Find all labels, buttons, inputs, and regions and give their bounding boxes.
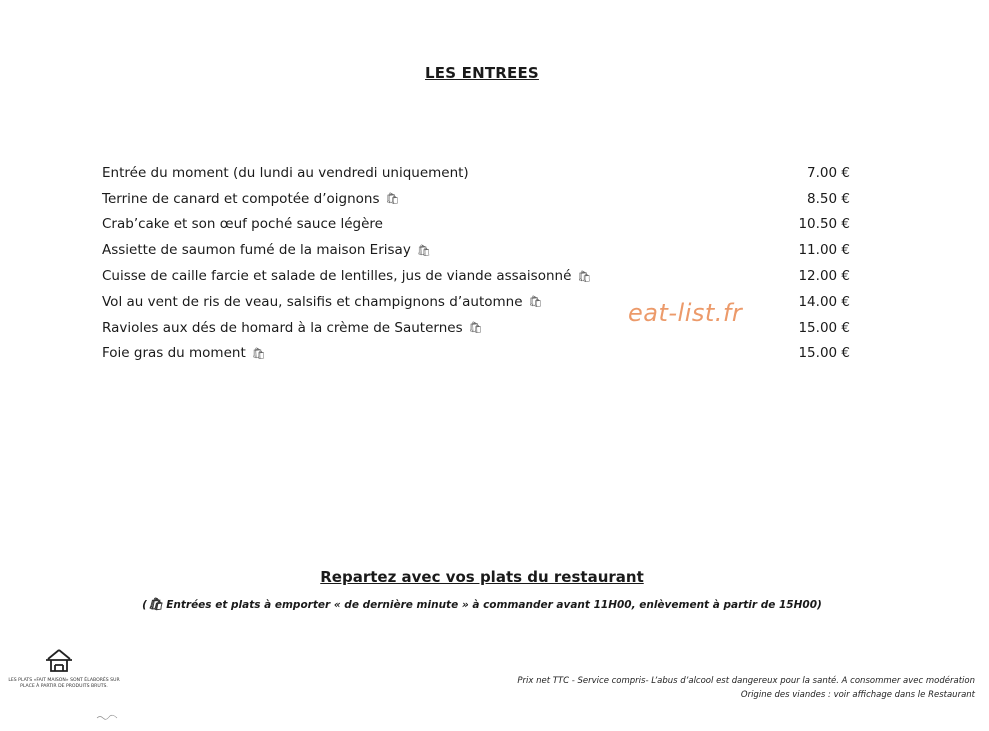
takeaway-bag-icon: 🛍 — [251, 346, 266, 360]
menu-item-price: 11.00 € — [798, 242, 850, 259]
footer-origin-note: Origine des viandes : voir affichage dans le Restaurant — [740, 690, 975, 700]
menu-item-name-wrap — [102, 165, 469, 181]
menu-item-name-wrap — [102, 242, 431, 258]
menu-item-name: Crab’cake et son œuf poché sauce légère — [102, 216, 383, 233]
footer-pricing-note: Prix net TTC - Service compris- L’abus d’alcool est dangereux pour la santé. A consommer avec modération — [517, 676, 975, 686]
takeaway-bag-icon: 🛍 — [577, 269, 592, 283]
menu-item-name: Vol au vent de ris de veau, salsifis et champignons d’automne — [102, 293, 523, 310]
logo-text: LES PLATS «FAIT MAISON» SONT ÉLABORÉS SUR PLACE À PARTIR DE PRODUITS BRUTS. — [8, 678, 120, 689]
takeaway-bag-icon: 🛍 — [147, 597, 164, 611]
takeaway-bag-icon: 🛍 — [416, 243, 431, 257]
menu-list — [102, 160, 850, 366]
page-title: LES ENTREES — [425, 64, 539, 82]
menu-item-name: Assiette de saumon fumé de la maison Erisay — [102, 242, 411, 259]
menu-item-price: 14.00 € — [798, 293, 850, 310]
menu-item-name: Terrine de canard et compotée d’oignons — [102, 190, 380, 207]
menu-item-price: 10.50 € — [798, 216, 850, 233]
menu-item-name: Entrée du moment (du lundi au vendredi uniquement) — [102, 164, 469, 181]
menu-item-price: 15.00 € — [798, 345, 850, 362]
menu-item — [102, 237, 850, 263]
menu-item — [102, 186, 850, 212]
menu-item-name-wrap — [102, 294, 542, 310]
menu-item-name-wrap — [102, 320, 483, 336]
takeaway-bag-icon: 🛍 — [528, 295, 543, 309]
menu-item-name: Ravioles aux dés de homard à la crème de Sauternes — [102, 319, 463, 336]
section-note — [0, 598, 964, 611]
menu-item-name-wrap — [102, 216, 383, 232]
menu-item-name: Foie gras du moment — [102, 345, 246, 362]
menu-item-price: 15.00 € — [798, 319, 850, 336]
takeaway-bag-icon: 🛍 — [468, 321, 483, 335]
menu-item — [102, 160, 850, 186]
menu-item — [102, 212, 850, 238]
menu-item-price: 12.00 € — [798, 268, 850, 285]
menu-item-price: 7.00 € — [807, 164, 850, 181]
section-title: Repartez avec vos plats du restaurant — [320, 568, 644, 586]
menu-item-name-wrap — [102, 345, 266, 361]
menu-item-name-wrap — [102, 268, 591, 284]
takeaway-bag-icon: 🛍 — [385, 192, 400, 206]
menu-item-name-wrap — [102, 191, 399, 207]
menu-item — [102, 263, 850, 289]
signature — [96, 714, 118, 720]
section-note-text: Entrées et plats à emporter « de dernière minute » à commander avant 11H00, enlèvement à partir de 15H00) — [166, 599, 822, 611]
note-open-paren: ( — [142, 599, 147, 611]
menu-item-price: 8.50 € — [807, 190, 850, 207]
house-logo-icon — [44, 648, 74, 674]
watermark: eat-list.fr — [628, 299, 743, 327]
menu-item — [102, 341, 850, 367]
menu-item-name: Cuisse de caille farcie et salade de lentilles, jus de viande assaisonné — [102, 268, 572, 285]
